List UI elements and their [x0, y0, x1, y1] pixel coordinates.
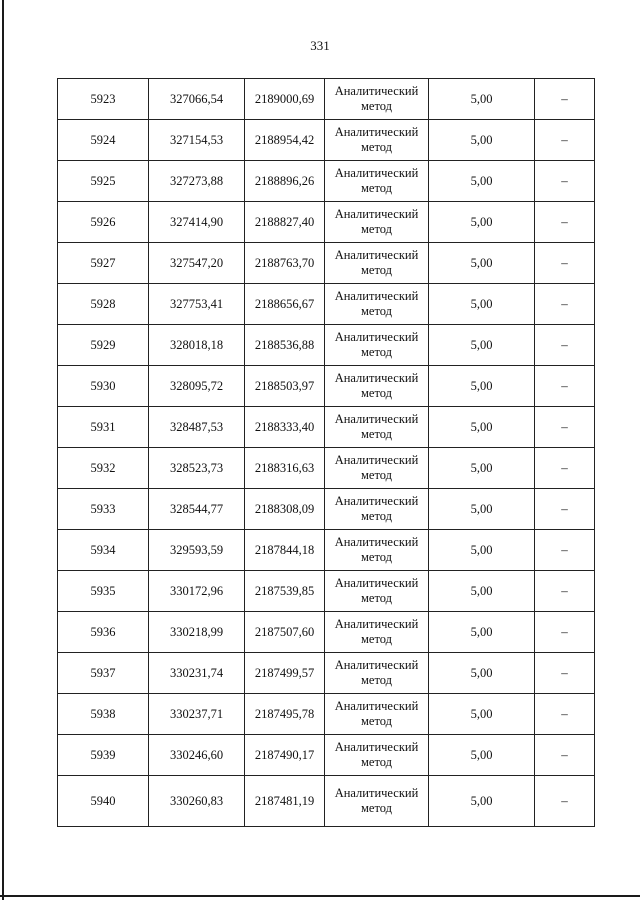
point-number-cell: 5929 — [58, 325, 149, 366]
y-coordinate-cell: 2187495,78 — [245, 694, 325, 735]
table-row — [58, 489, 595, 530]
note-cell: – — [535, 161, 595, 202]
scan-edge-left — [2, 0, 4, 900]
x-coordinate-cell: 330172,96 — [149, 571, 245, 612]
table-row — [58, 284, 595, 325]
x-coordinate-cell: 328018,18 — [149, 325, 245, 366]
method-line-2: метод — [360, 673, 392, 687]
method-line-2: метод — [360, 755, 392, 769]
note-cell: – — [535, 325, 595, 366]
point-number-cell: 5928 — [58, 284, 149, 325]
method-cell — [325, 653, 429, 694]
y-coordinate-cell: 2188827,40 — [245, 202, 325, 243]
method-line-1: Аналитический — [334, 289, 419, 303]
method-cell — [325, 325, 429, 366]
table-row — [58, 120, 595, 161]
note-cell: – — [535, 735, 595, 776]
y-coordinate-cell: 2187490,17 — [245, 735, 325, 776]
point-number-cell: 5933 — [58, 489, 149, 530]
coordinates-table-body — [58, 79, 595, 827]
x-coordinate-cell: 330237,71 — [149, 694, 245, 735]
note-cell: – — [535, 776, 595, 827]
method-line-1: Аналитический — [334, 535, 419, 549]
x-coordinate-cell: 328544,77 — [149, 489, 245, 530]
method-cell — [325, 735, 429, 776]
method-cell — [325, 694, 429, 735]
x-coordinate-cell: 329593,59 — [149, 530, 245, 571]
accuracy-value-cell: 5,00 — [429, 120, 535, 161]
method-line-2: метод — [360, 714, 392, 728]
table-row — [58, 571, 595, 612]
note-cell: – — [535, 612, 595, 653]
coordinates-table — [57, 78, 595, 827]
note-cell: – — [535, 571, 595, 612]
method-line-1: Аналитический — [334, 248, 419, 262]
x-coordinate-cell: 327547,20 — [149, 243, 245, 284]
point-number-cell: 5927 — [58, 243, 149, 284]
method-cell — [325, 161, 429, 202]
method-line-2: метод — [360, 222, 392, 236]
method-cell — [325, 448, 429, 489]
point-number-cell: 5925 — [58, 161, 149, 202]
method-line-1: Аналитический — [334, 207, 419, 221]
method-line-2: метод — [360, 801, 392, 815]
method-line-2: метод — [360, 99, 392, 113]
method-line-2: метод — [360, 468, 392, 482]
method-line-2: метод — [360, 263, 392, 277]
method-line-1: Аналитический — [334, 166, 419, 180]
point-number-cell: 5923 — [58, 79, 149, 120]
accuracy-value-cell: 5,00 — [429, 694, 535, 735]
point-number-cell: 5932 — [58, 448, 149, 489]
accuracy-value-cell: 5,00 — [429, 612, 535, 653]
table-row — [58, 776, 595, 827]
note-cell: – — [535, 366, 595, 407]
note-cell: – — [535, 489, 595, 530]
x-coordinate-cell: 327414,90 — [149, 202, 245, 243]
accuracy-value-cell: 5,00 — [429, 407, 535, 448]
point-number-cell: 5937 — [58, 653, 149, 694]
table-row — [58, 653, 595, 694]
note-cell: – — [535, 407, 595, 448]
method-line-1: Аналитический — [334, 617, 419, 631]
table-row — [58, 325, 595, 366]
y-coordinate-cell: 2188763,70 — [245, 243, 325, 284]
point-number-cell: 5931 — [58, 407, 149, 448]
method-line-1: Аналитический — [334, 699, 419, 713]
x-coordinate-cell: 330246,60 — [149, 735, 245, 776]
x-coordinate-cell: 327753,41 — [149, 284, 245, 325]
table-row — [58, 735, 595, 776]
accuracy-value-cell: 5,00 — [429, 202, 535, 243]
method-line-2: метод — [360, 345, 392, 359]
method-line-1: Аналитический — [334, 371, 419, 385]
accuracy-value-cell: 5,00 — [429, 79, 535, 120]
method-cell — [325, 612, 429, 653]
note-cell: – — [535, 448, 595, 489]
method-cell — [325, 530, 429, 571]
table-row — [58, 407, 595, 448]
accuracy-value-cell: 5,00 — [429, 489, 535, 530]
point-number-cell: 5930 — [58, 366, 149, 407]
point-number-cell: 5935 — [58, 571, 149, 612]
method-line-2: метод — [360, 386, 392, 400]
accuracy-value-cell: 5,00 — [429, 571, 535, 612]
method-cell — [325, 776, 429, 827]
method-cell — [325, 284, 429, 325]
note-cell: – — [535, 530, 595, 571]
accuracy-value-cell: 5,00 — [429, 776, 535, 827]
method-line-2: метод — [360, 509, 392, 523]
y-coordinate-cell: 2187539,85 — [245, 571, 325, 612]
point-number-cell: 5938 — [58, 694, 149, 735]
y-coordinate-cell: 2188536,88 — [245, 325, 325, 366]
page-number: 331 — [310, 38, 330, 53]
method-line-2: метод — [360, 304, 392, 318]
x-coordinate-cell: 330231,74 — [149, 653, 245, 694]
note-cell: – — [535, 653, 595, 694]
point-number-cell: 5926 — [58, 202, 149, 243]
scan-edge-bottom — [0, 895, 640, 897]
accuracy-value-cell: 5,00 — [429, 366, 535, 407]
method-line-1: Аналитический — [334, 125, 419, 139]
method-line-1: Аналитический — [334, 786, 419, 800]
table-row — [58, 448, 595, 489]
y-coordinate-cell: 2187481,19 — [245, 776, 325, 827]
y-coordinate-cell: 2188316,63 — [245, 448, 325, 489]
note-cell: – — [535, 694, 595, 735]
x-coordinate-cell: 330218,99 — [149, 612, 245, 653]
method-line-2: метод — [360, 550, 392, 564]
point-number-cell: 5936 — [58, 612, 149, 653]
y-coordinate-cell: 2188503,97 — [245, 366, 325, 407]
method-cell — [325, 489, 429, 530]
table-row — [58, 202, 595, 243]
method-cell — [325, 202, 429, 243]
note-cell: – — [535, 243, 595, 284]
method-line-2: метод — [360, 140, 392, 154]
point-number-cell: 5939 — [58, 735, 149, 776]
table-row — [58, 161, 595, 202]
table-row — [58, 530, 595, 571]
note-cell: – — [535, 284, 595, 325]
y-coordinate-cell: 2188896,26 — [245, 161, 325, 202]
y-coordinate-cell: 2188308,09 — [245, 489, 325, 530]
method-cell — [325, 366, 429, 407]
method-line-2: метод — [360, 427, 392, 441]
accuracy-value-cell: 5,00 — [429, 530, 535, 571]
accuracy-value-cell: 5,00 — [429, 653, 535, 694]
point-number-cell: 5934 — [58, 530, 149, 571]
method-line-1: Аналитический — [334, 453, 419, 467]
method-line-1: Аналитический — [334, 494, 419, 508]
x-coordinate-cell: 327066,54 — [149, 79, 245, 120]
x-coordinate-cell: 328487,53 — [149, 407, 245, 448]
method-line-1: Аналитический — [334, 740, 419, 754]
method-line-2: метод — [360, 632, 392, 646]
y-coordinate-cell: 2188954,42 — [245, 120, 325, 161]
y-coordinate-cell: 2188656,67 — [245, 284, 325, 325]
y-coordinate-cell: 2189000,69 — [245, 79, 325, 120]
method-line-1: Аналитический — [334, 412, 419, 426]
x-coordinate-cell: 327273,88 — [149, 161, 245, 202]
table-row — [58, 694, 595, 735]
accuracy-value-cell: 5,00 — [429, 325, 535, 366]
x-coordinate-cell: 327154,53 — [149, 120, 245, 161]
method-cell — [325, 120, 429, 161]
accuracy-value-cell: 5,00 — [429, 448, 535, 489]
note-cell: – — [535, 120, 595, 161]
method-cell — [325, 571, 429, 612]
accuracy-value-cell: 5,00 — [429, 161, 535, 202]
accuracy-value-cell: 5,00 — [429, 243, 535, 284]
x-coordinate-cell: 328523,73 — [149, 448, 245, 489]
table-row — [58, 79, 595, 120]
method-line-1: Аналитический — [334, 576, 419, 590]
method-line-2: метод — [360, 181, 392, 195]
method-line-1: Аналитический — [334, 330, 419, 344]
point-number-cell: 5924 — [58, 120, 149, 161]
note-cell: – — [535, 202, 595, 243]
method-line-1: Аналитический — [334, 658, 419, 672]
x-coordinate-cell: 328095,72 — [149, 366, 245, 407]
y-coordinate-cell: 2187844,18 — [245, 530, 325, 571]
y-coordinate-cell: 2188333,40 — [245, 407, 325, 448]
method-line-1: Аналитический — [334, 84, 419, 98]
y-coordinate-cell: 2187507,60 — [245, 612, 325, 653]
table-row — [58, 243, 595, 284]
method-cell — [325, 243, 429, 284]
method-line-2: метод — [360, 591, 392, 605]
note-cell: – — [535, 79, 595, 120]
point-number-cell: 5940 — [58, 776, 149, 827]
method-cell — [325, 407, 429, 448]
x-coordinate-cell: 330260,83 — [149, 776, 245, 827]
y-coordinate-cell: 2187499,57 — [245, 653, 325, 694]
method-cell — [325, 79, 429, 120]
table-row — [58, 366, 595, 407]
table-row — [58, 612, 595, 653]
accuracy-value-cell: 5,00 — [429, 735, 535, 776]
accuracy-value-cell: 5,00 — [429, 284, 535, 325]
